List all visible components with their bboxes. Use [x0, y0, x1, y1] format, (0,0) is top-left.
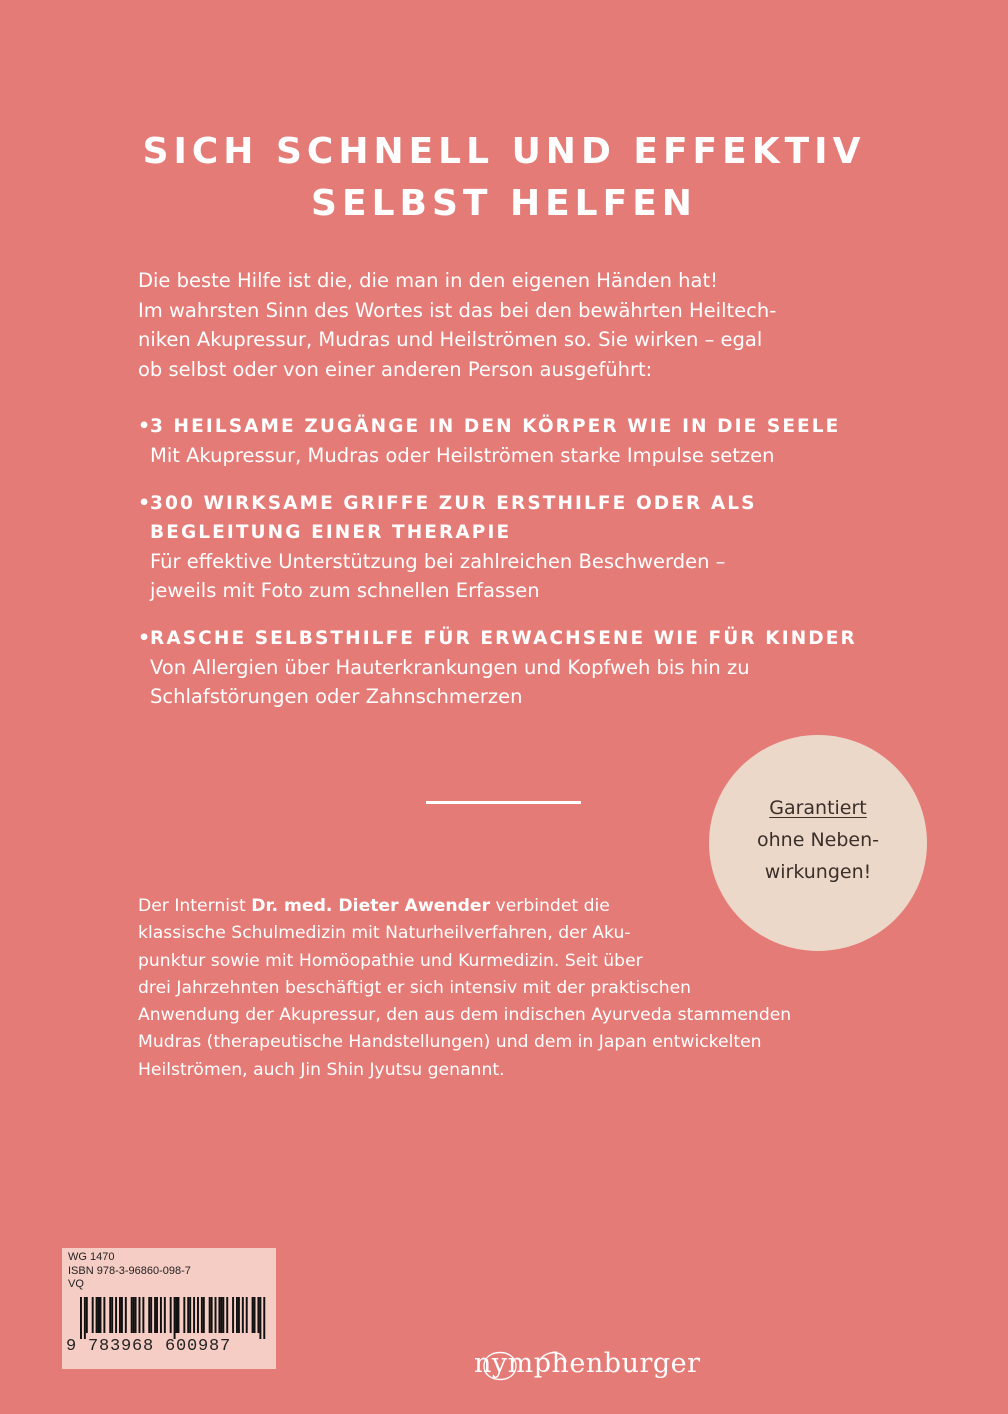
author-bio-line: Anwendung der Akupressur, den aus dem indischen Ayurveda stammenden — [138, 1005, 792, 1026]
intro-line: Die beste Hilfe ist die, die man in den eigenen Händen hat! — [138, 269, 718, 292]
feature-item-1 — [138, 412, 898, 471]
publisher-name: nymphenburger — [474, 1348, 701, 1379]
intro-line: Im wahrsten Sinn des Wortes ist das bei den bewährten Heiltech- — [138, 298, 777, 322]
feature-text-line: Schlafstörungen oder Zahnschmerzen — [150, 685, 523, 709]
barcode-bars — [80, 1297, 272, 1339]
feature-title — [150, 412, 898, 441]
headline — [0, 126, 1008, 230]
feature-text — [150, 653, 898, 712]
feature-title-line: 3 HEILSAME ZUGÄNGE IN DEN KÖRPER WIE IN DIE SEELE — [150, 416, 841, 437]
feature-item-3 — [138, 624, 898, 712]
intro-paragraph — [138, 266, 878, 384]
bullet-marker: • — [138, 626, 151, 649]
barcode-label — [62, 1248, 276, 1369]
feature-text-line: Für effektive Unterstützung bei zahlreichen Beschwerden – — [150, 549, 726, 573]
vq-code: VQ — [68, 1278, 84, 1290]
feature-text — [150, 441, 898, 471]
feature-title-line: 300 WIRKSAME GRIFFE ZUR ERSTHILFE ODER ALS — [150, 492, 757, 514]
author-bio-line: Heilströmen, auch Jin Shin Jyutsu genannt. — [138, 1059, 505, 1080]
feature-text-line: Mit Akupressur, Mudras oder Heilströmen starke Impulse setzen — [150, 444, 775, 467]
feature-text-line: Von Allergien über Hauterkrankungen und Kopfweh bis hin zu — [150, 655, 750, 679]
feature-title — [150, 624, 898, 653]
author-bio-line: Mudras (therapeutische Handstellungen) und dem in Japan entwickelten — [138, 1032, 762, 1053]
feature-item-2 — [138, 489, 898, 606]
author-bio-line: drei Jahrzehnten beschäftigt er sich intensiv mit der praktischen — [138, 977, 692, 998]
bullet-marker: • — [138, 491, 151, 514]
headline-line-1: SICH SCHNELL UND EFFEKTIV — [142, 131, 866, 172]
author-bio-line — [138, 893, 878, 920]
author-bio-line: punktur sowie mit Homöopathie und Kurmedizin. Seit über — [138, 950, 643, 971]
section-divider — [426, 801, 581, 804]
badge-line: Garantiert — [769, 797, 867, 819]
feature-title-line: RASCHE SELBSTHILFE FÜR ERWACHSENE WIE FÜR KINDER — [150, 627, 857, 649]
feature-title-line: BEGLEITUNG EINER THERAPIE — [150, 521, 512, 543]
badge-line: ohne Neben- — [757, 829, 879, 851]
bullet-marker: • — [138, 415, 151, 437]
headline-line-2: SELBST HELFEN — [311, 183, 697, 224]
author-bio — [138, 893, 878, 1084]
publisher-logo — [470, 1336, 720, 1396]
badge-line: wirkungen! — [764, 861, 872, 883]
guarantee-badge-text — [709, 792, 927, 888]
feature-title — [150, 489, 898, 547]
author-bio-text: verbindet die — [490, 896, 610, 916]
warengruppe: WG 1470 — [68, 1251, 115, 1263]
barcode-digits: 9 783968 600987 — [66, 1337, 232, 1356]
author-name: Dr. med. Dieter Awender — [251, 896, 491, 916]
feature-list — [138, 412, 898, 712]
intro-line: niken Akupressur, Mudras und Heilströmen so. Sie wirken – egal — [138, 328, 763, 352]
intro-line: ob selbst oder von einer anderen Person ausgeführt: — [138, 357, 653, 381]
barcode-meta — [68, 1251, 191, 1292]
feature-text-line: jeweils mit Foto zum schnellen Erfassen — [150, 579, 540, 603]
author-bio-line: klassische Schulmedizin mit Naturheilverfahren, der Aku- — [138, 923, 631, 944]
author-bio-text: Der Internist — [138, 896, 252, 916]
feature-text — [150, 547, 898, 606]
isbn: ISBN 978-3-96860-098-7 — [68, 1264, 191, 1277]
